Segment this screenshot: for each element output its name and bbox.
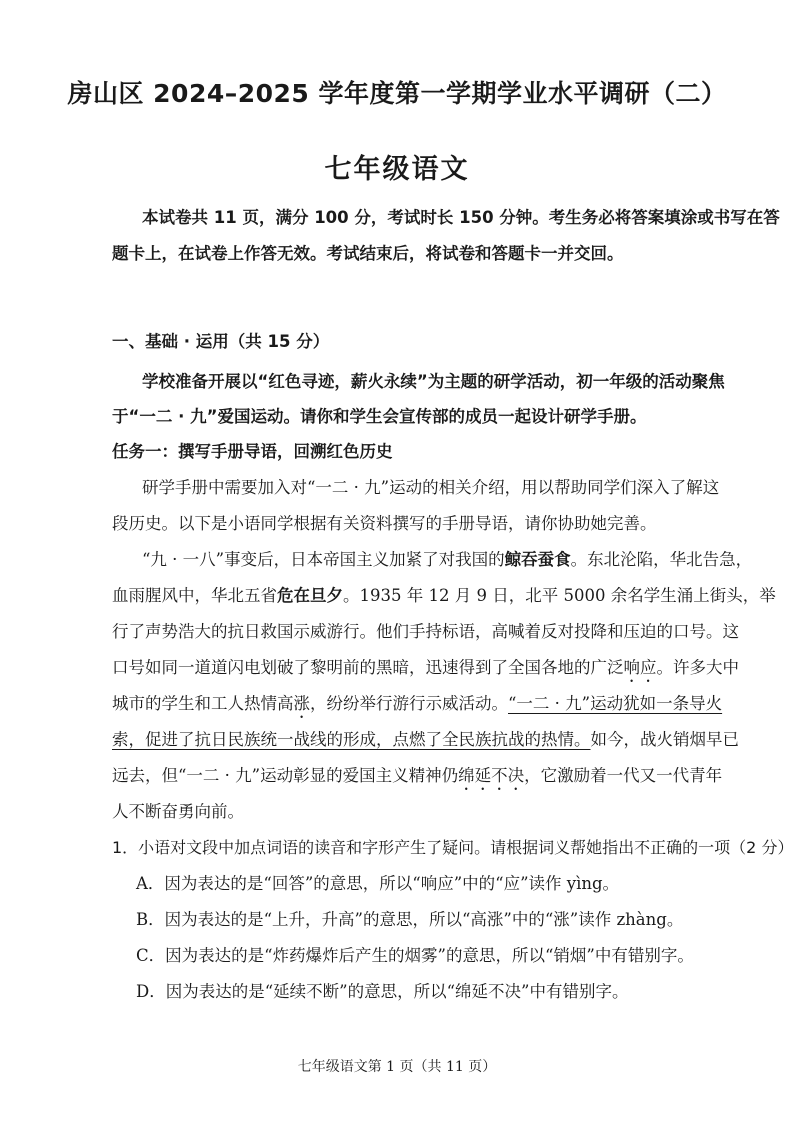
question-1-option-b: B．因为表达的是“上升，升高”的意思，所以“高涨”中的“涨”读作 zhàng。: [136, 910, 684, 929]
dotted-word-xiangying: 响应: [623, 658, 657, 677]
idiom-weizaidanxi: 危在旦夕: [277, 586, 343, 605]
underlined-sentence-part-2: 索，促进了抗日民族统一战线的形成，点燃了全民族抗战的热情。: [112, 730, 591, 749]
instructions-line-2: 题卡上，在试卷上作答无效。考试结束后，将试卷和答题卡一并交回。: [112, 244, 624, 263]
passage-line-7: 远去，但“一二 · 九”运动彰显的爱国主义精神仍绵延不决，它激励着一代又一代青年: [112, 766, 723, 785]
section-intro-line-2: 于“一二 · 九”爱国运动。请你和学生会宣传部的成员一起设计研学手册。: [112, 407, 647, 426]
underlined-sentence-part-1: “一二 · 九”运动犹如一条导火: [508, 694, 723, 713]
exam-title: 房山区 2024–2025 学年度第一学期学业水平调研（二）: [67, 79, 727, 108]
task1-intro-line-1: 研学手册中需要加入对“一二 · 九”运动的相关介绍，用以帮助同学们深入了解这: [142, 478, 720, 497]
passage-line-1: “九 · 一八”事变后，日本帝国主义加紧了对我国的鲸吞蚕食。东北沦陷，华北告急，: [142, 550, 753, 569]
passage-line-8: 人不断奋勇向前。: [112, 802, 244, 821]
passage-line-3: 行了声势浩大的抗日救国示威游行。他们手持标语，高喊着反对投降和压迫的口号。这: [112, 622, 739, 641]
section-heading: 一、基础 · 运用（共 15 分）: [112, 332, 330, 351]
passage-line-4: 口号如同一道道闪电划破了黎明前的黑暗，迅速得到了全国各地的广泛响应。许多大中: [112, 658, 739, 677]
page-footer: 七年级语文第 1 页（共 11 页）: [297, 1059, 497, 1075]
question-1-stem: 1．小语对文段中加点词语的读音和字形产生了疑问。请根据词义帮她指出不正确的一项（2 分）: [112, 838, 794, 857]
dotted-word-mianyanbujue: 绵延不决: [458, 766, 525, 785]
passage-line-6: 索，促进了抗日民族统一战线的形成，点燃了全民族抗战的热情。如今，战火销烟早已: [112, 730, 739, 749]
question-1-option-a: A．因为表达的是“回答”的意思，所以“响应”中的“应”读作 yìng。: [136, 874, 620, 893]
idiom-jingtuncanshi: 鲸吞蚕食: [504, 550, 571, 569]
instructions-line-1: 本试卷共 11 页，满分 100 分，考试时长 150 分钟。考生务必将答案填涂或书写在答: [142, 208, 780, 227]
dotted-word-zhang: 涨: [293, 694, 310, 713]
task1-heading: 任务一：撰写手册导语，回溯红色历史: [112, 442, 393, 461]
task1-intro-line-2: 段历史。以下是小语同学根据有关资料撰写的手册导语，请你协助她完善。: [112, 514, 657, 533]
subject-title: 七年级语文: [324, 154, 470, 185]
passage-line-2: 血雨腥风中，华北五省危在旦夕。1935 年 12 月 9 日，北平 5000 余名学生涌上街头，举: [112, 586, 776, 605]
section-intro-line-1: 学校准备开展以“红色寻迹，薪火永续”为主题的研学活动，初一年级的活动聚焦: [142, 372, 725, 391]
question-1-option-c: C．因为表达的是“炸药爆炸后产生的烟雾”的意思，所以“销烟”中有错别字。: [136, 946, 694, 965]
question-1-option-d: D．因为表达的是“延续不断”的意思，所以“绵延不决”中有错别字。: [136, 982, 629, 1001]
passage-line-5: 城市的学生和工人热情高涨，纷纷举行游行示威活动。“一二 · 九”运动犹如一条导火: [112, 694, 723, 713]
